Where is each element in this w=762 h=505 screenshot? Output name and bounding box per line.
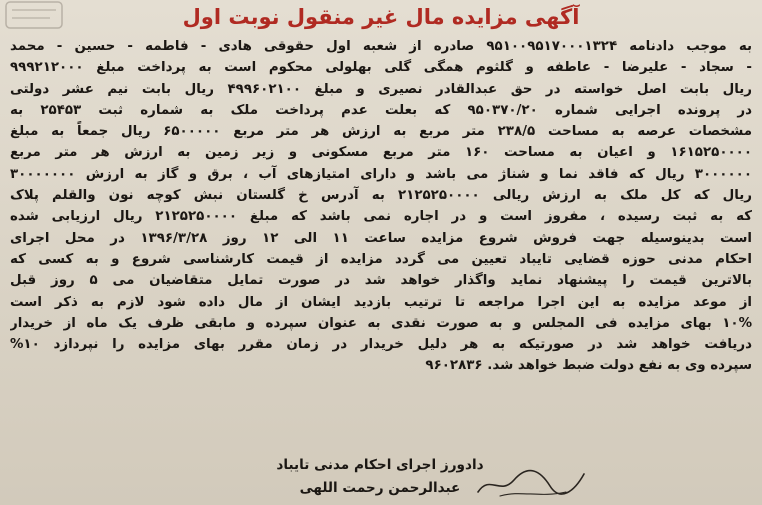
notice-line: ریال که کل ملک به ارزش ریالی ۲۱۲۵۲۵۰۰۰۰ به آدرس خ گلستان نبش کوچه نون والقلم پلاک <box>10 188 752 204</box>
notice-line: ۱۰% بهای مزایده فی المجلس و به صورت نقدی به عنوان سپرده و مابقی ظرف یک ماه از خریدار <box>10 315 752 331</box>
notice-line-last: سپرده وی به نفع دولت ضبط خواهد شد. ۹۶۰۲۸۳۶ <box>425 358 752 374</box>
notice-title: آگهی مزایده مال غیر منقول نوبت اول <box>182 5 580 29</box>
notice-body <box>10 36 752 377</box>
notice-line: - سجاد - علیرضا - عاطفه و گلثوم همگی گلی بهلولی محکوم است به پرداخت مبلغ ۹۹۹۲۱۲۰۰۰ <box>10 60 752 76</box>
notice-line: ۳۰۰۰۰۰۰ ریال که فاقد نما و شناژ می باشد و دارای امتیازهای آب ، برق و گاز به ارزش ۳۰۰۰۰۰۰۰ <box>10 166 752 182</box>
signatory-title: دادورز اجرای احکام مدنی تایباد <box>276 457 484 473</box>
notice-line: است بدینوسیله جهت فروش شروع مزایده ساعت ۱۱ الی ۱۲ روز ۱۳۹۶/۳/۲۸ در محل اجرای <box>10 230 752 246</box>
notice-line: ریال بابت اصل خواسته در حق عبدالقادر نصیری و مبلغ ۴۹۹۶۰۲۱۰۰ ریال بابت نیم عشر دولتی <box>10 81 752 97</box>
notice-line: که به ثبت رسیده ، مفروز است و در اجاره نمی باشد که مبلغ ۲۱۲۵۲۵۰۰۰۰ ریال ارزیابی شده <box>10 209 752 225</box>
signatory-name: عبدالرحمن رحمت اللهی <box>299 480 461 496</box>
notice-line: از موعد مزایده به این اجرا مراجعه تا ترتیب بازدید ایشان از مال داده شود لازم به ذکر است <box>10 294 752 310</box>
notice-line: ۱۶۱۵۲۵۰۰۰۰ و اعیان به مساحت ۱۶۰ متر مربع مسکونی و زیر زمین به ارزش هر متر مربع <box>10 145 752 161</box>
notice-line: مشخصات عرصه به مساحت ۲۳۸/۵ متر مربع به ارزش هر متر مربع ۶۵۰۰۰۰۰ ریال جمعاً به مبلغ <box>10 124 752 140</box>
notice-line: دریافت خواهد شد در صورتیکه به هر دلیل خریدار در زمان مقرر بهای مزایده را نپردازد ۱۰% <box>10 337 752 353</box>
notice-line: احکام مدنی حوزه قضایی تایباد تعیین می گردد مزایده از قیمت کارشناسی شروع و به کسی که <box>10 251 752 267</box>
handwritten-signature-icon <box>470 462 590 502</box>
notice-line: در پرونده اجرایی شماره ۹۵۰۳۷۰/۲۰ که بعلت عدم پرداخت ملک به شماره ثبت ۲۵۴۵۳ به <box>10 102 752 118</box>
notice-line: به موجب دادنامه ۹۵۱۰۰۹۵۱۷۰۰۰۱۳۲۴ صادره از شعبه اول حقوقی هادی - فاطمه - حسین - محمد <box>10 39 752 54</box>
notice-line: بالاترین قیمت را پیشنهاد نماید واگذار خواهد شد در صورت تمایل متقاضیان می ۵ روز قبل <box>10 273 752 289</box>
